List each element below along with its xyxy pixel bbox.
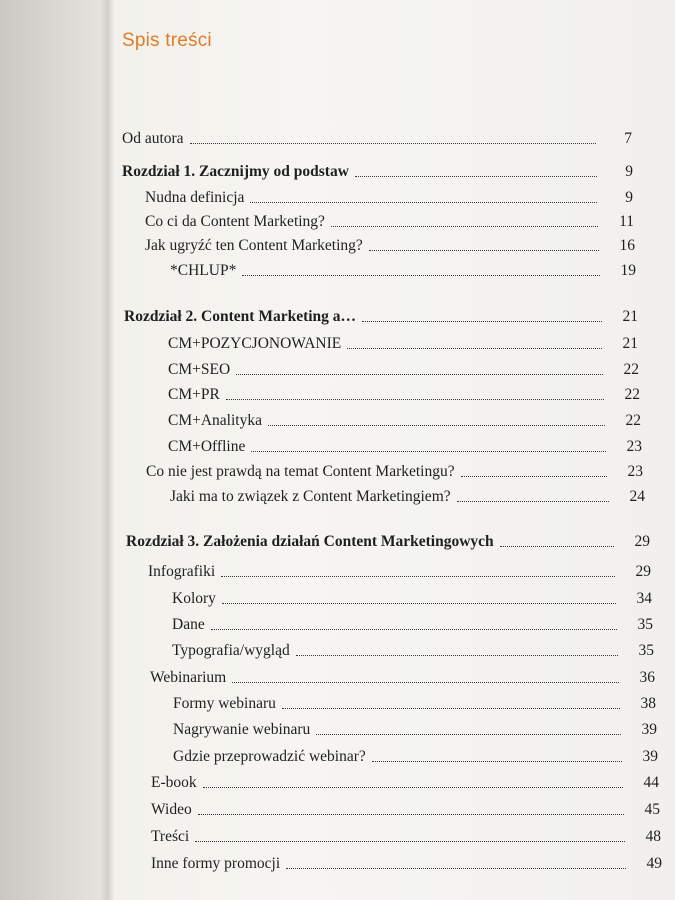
leader-dots: [236, 373, 603, 375]
leader-dots: [369, 249, 599, 251]
leader-dots: [226, 398, 604, 400]
toc-chapter: [124, 304, 638, 326]
toc-entry-label: Treści: [151, 828, 190, 845]
leader-dots: [372, 760, 622, 762]
leader-dots: [331, 225, 598, 227]
leader-dots: [190, 142, 596, 144]
toc-entry-label: Gdzie przeprowadzić webinar?: [173, 748, 366, 765]
toc-entry: [151, 851, 662, 873]
toc-entry-label: Inne formy promocji: [151, 855, 281, 872]
toc-entry: [173, 744, 658, 766]
toc-entry-page: 22: [625, 412, 641, 429]
toc-entry-label: CM+Offline: [168, 438, 246, 455]
toc-entry: [172, 612, 653, 634]
leader-dots: [347, 347, 602, 349]
toc-entry-label: CM+PR: [168, 386, 220, 403]
leader-dots: [222, 602, 616, 604]
toc-entry-page: 45: [644, 801, 660, 818]
leader-dots: [296, 654, 618, 656]
toc-entry-page: 21: [622, 335, 638, 352]
leader-dots: [362, 320, 602, 322]
leader-dots: [355, 175, 597, 177]
toc-entry: [145, 233, 635, 255]
toc-entry-label: *CHLUP*: [170, 262, 237, 279]
leader-dots: [250, 201, 597, 203]
toc-entry-page: 23: [626, 438, 642, 455]
toc-entry-page: 48: [645, 828, 661, 845]
toc-entry-page: 16: [619, 237, 635, 254]
toc-entry: [168, 434, 642, 456]
toc-entry: [148, 559, 651, 581]
toc-entry-label: CM+SEO: [168, 361, 231, 378]
toc-entry: [168, 357, 639, 379]
toc-entry: [145, 209, 634, 231]
toc-entry: [151, 824, 661, 846]
toc-entry-page: 35: [638, 642, 654, 659]
toc-entry: [172, 586, 652, 608]
toc-entry-page: 11: [619, 213, 634, 230]
toc-entry-page: 23: [627, 463, 643, 480]
toc-entry-page: 49: [646, 855, 662, 872]
toc-entry-page: 36: [639, 669, 655, 686]
toc-entry-label: Kolory: [172, 590, 216, 607]
toc-entry: [168, 331, 638, 353]
leader-dots: [268, 424, 605, 426]
toc-entry-label: Formy webinaru: [173, 695, 276, 712]
toc-entry-label: Typografia/wygląd: [172, 642, 290, 659]
toc-entry-page: 34: [636, 590, 652, 607]
toc-entry-page: 22: [623, 361, 639, 378]
toc-entry-page: 7: [624, 130, 632, 147]
toc-entry-page: 35: [637, 616, 653, 633]
toc-entry-label: Jak ugryźć ten Content Marketing?: [145, 237, 363, 254]
toc-entry: [173, 691, 656, 713]
toc-entry-label: E-book: [151, 774, 197, 791]
toc-entry: [173, 717, 657, 739]
toc-entry: [150, 665, 655, 687]
toc-entry-page: 24: [629, 488, 645, 505]
leader-dots: [211, 628, 617, 630]
leader-dots: [457, 500, 609, 502]
toc-entry-label: Od autora: [122, 130, 184, 147]
leader-dots: [500, 545, 614, 547]
toc-entry-page: 19: [620, 262, 636, 279]
toc-entry-label: Nudna definicja: [145, 189, 245, 206]
toc-entry-label: Nagrywanie webinaru: [173, 721, 311, 738]
toc-chapter: [126, 529, 650, 551]
toc-title: Spis treści: [122, 30, 212, 51]
toc-entry: [172, 638, 654, 660]
toc-entry: [145, 185, 633, 207]
toc-entry-label: Rozdział 3. Założenia działań Content Marketingowych: [126, 533, 494, 550]
toc-entry-page: 21: [622, 308, 638, 325]
toc-entry: [168, 408, 641, 430]
leader-dots: [286, 867, 626, 869]
leader-dots: [221, 575, 615, 577]
leader-dots: [198, 813, 624, 815]
toc-entry: [151, 770, 659, 792]
leader-dots: [232, 681, 619, 683]
toc-entry-label: Rozdział 1. Zacznijmy od podstaw: [122, 163, 349, 180]
page-binding-shadow: [100, 0, 116, 900]
toc-entry-page: 38: [640, 695, 656, 712]
toc-entry-page: 44: [643, 774, 659, 791]
toc-entry-label: Infografiki: [148, 563, 216, 580]
toc-entry-page: 22: [624, 386, 640, 403]
leader-dots: [242, 274, 600, 276]
toc-entry: [170, 484, 645, 506]
toc-entry-page: 39: [642, 748, 658, 765]
toc-entry-label: Rozdział 2. Content Marketing a…: [124, 308, 357, 325]
toc-chapter: [122, 159, 633, 181]
toc-entry-label: Jaki ma to związek z Content Marketingiem?: [170, 488, 451, 505]
toc-entry-page: 29: [634, 533, 650, 550]
toc-entry-label: Dane: [172, 616, 205, 633]
toc-entry-page: 39: [641, 721, 657, 738]
toc-entry-label: Wideo: [151, 801, 192, 818]
toc-entry-label: Co nie jest prawdą na temat Content Marketingu?: [146, 463, 455, 480]
toc-entry: [168, 382, 640, 404]
toc-entry: [146, 459, 643, 481]
toc-entry: [170, 258, 636, 280]
leader-dots: [203, 786, 623, 788]
toc-entry-page: 9: [625, 163, 633, 180]
toc-entry: [122, 126, 632, 148]
toc-entry-label: CM+POZYCJONOWANIE: [168, 335, 342, 352]
toc-entry-label: CM+Analityka: [168, 412, 262, 429]
leader-dots: [316, 733, 621, 735]
toc-entry-page: 9: [625, 189, 633, 206]
toc-entry-label: Co ci da Content Marketing?: [145, 213, 325, 230]
toc-entry: [151, 797, 660, 819]
leader-dots: [461, 475, 607, 477]
toc-entry-label: Webinarium: [150, 669, 227, 686]
leader-dots: [251, 450, 606, 452]
leader-dots: [195, 840, 625, 842]
leader-dots: [282, 707, 620, 709]
toc-entry-page: 29: [635, 563, 651, 580]
